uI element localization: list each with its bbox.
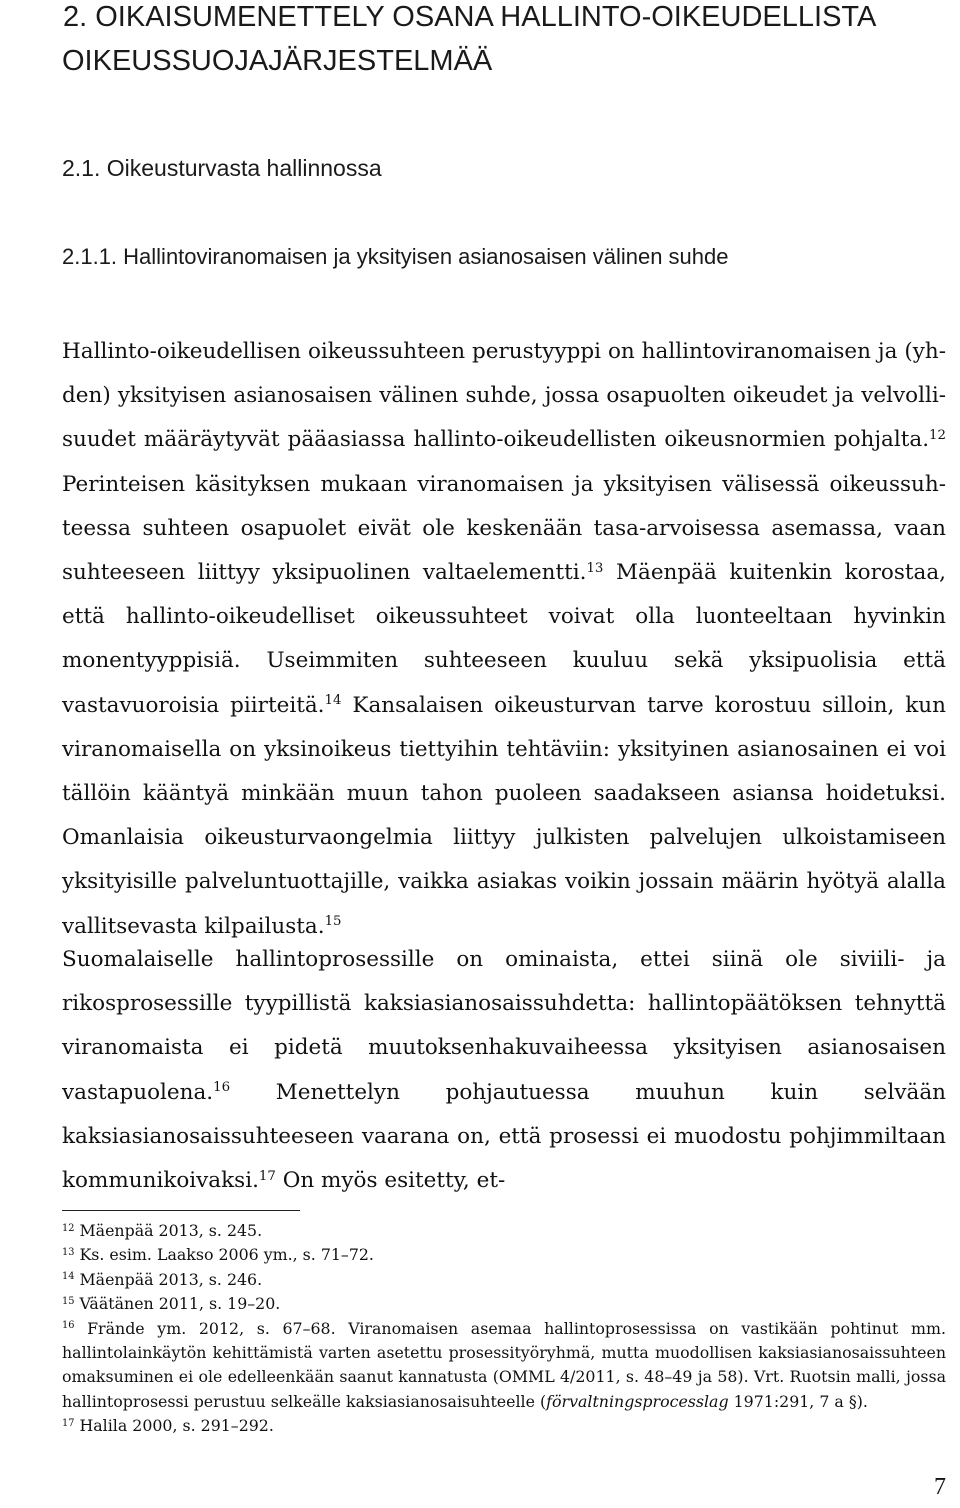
- footnote-item: [62, 1243, 946, 1267]
- footnote-ref[interactable]: 17: [258, 1168, 276, 1184]
- body-paragraph-1: [62, 330, 946, 949]
- footnote-item: [62, 1414, 946, 1438]
- footnote-italic-title: förvaltningsprocesslag: [546, 1391, 729, 1411]
- paragraph-text: Suomalaiselle hallintoprosessille on ominaista, ettei siinä ole siviili- ja rikosprosessille tyypillistä kaksiasianosaissuhdetta: hallintopäätöksen tehnyttä viranomaista ei pidetä muutoksenhakuvaiheessa yksityisen asianosaisen vastapuolena.: [62, 947, 946, 1105]
- footnote-text: Väätänen 2011, s. 19–20.: [74, 1294, 281, 1314]
- footnote-text: Mäenpää 2013, s. 246.: [74, 1269, 263, 1289]
- footnote-text: Ks. esim. Laakso 2006 ym., s. 71–72.: [74, 1245, 374, 1265]
- footnote-text: Halila 2000, s. 291–292.: [74, 1416, 274, 1436]
- footnote-ref[interactable]: 14: [324, 693, 342, 709]
- paragraph-text: On myös esitetty, et-: [275, 1168, 506, 1194]
- footnote-item: [62, 1219, 946, 1243]
- footnote-text: Frände ym. 2012, s. 67–68. Viranomaisen asemaa hallintoprosessissa on vastikään pohtinut mm. hallintolainkäytön kehittämistä varten asetettu prosessityöryhmä, mutta muodollisen kaksiasianosaissuhteen omaksuminen ei ole edelleenkään saanut kannatusta (OMML 4/2011, s. 48–49 ja 58). Vrt. Ruotsin malli, jossa hallintoprosessi perustuu selkeälle kaksiasianosaisuhteelle (: [62, 1318, 946, 1411]
- chapter-heading-line-2: OIKEUSSUOJAJÄRJESTELMÄÄ: [62, 45, 493, 77]
- footnote-text: 1971:291, 7 a §).: [728, 1391, 868, 1411]
- footnote-ref[interactable]: 15: [324, 914, 342, 930]
- footnote-ref[interactable]: 16: [213, 1080, 231, 1096]
- chapter-heading-line-1: 2. OIKAISUMENETTELY OSANA HALLINTO-OIKEUDELLISTA: [63, 1, 877, 33]
- footnote-number: 13: [62, 1247, 75, 1259]
- footnote-list: [62, 1219, 946, 1439]
- subsection-heading: 2.1.1. Hallintoviranomaisen ja yksityisen asianosaisen välinen suhde: [62, 244, 729, 269]
- footnote-ref[interactable]: 12: [929, 428, 946, 444]
- paragraph-text: Mäenpää kuitenkin korostaa, että hallinto-oikeudelliset oikeussuhteet voivat olla luonteeltaan hyvinkin monentyyppisiä. Useimmiten suhteeseen kuuluu sekä yksipuolisia että vastavuoroisia piirteitä.: [62, 560, 946, 718]
- footnote-ref[interactable]: 13: [586, 560, 604, 576]
- paragraph-text: Menettelyn pohjautuessa muuhun kuin selvään kaksiasianosaissuhteeseen vaarana on, että prosessi ei muodostu pohjimmiltaan kommunikoivaksi.: [62, 1079, 946, 1194]
- paragraph-text: Perinteisen käsityksen mukaan viranomaisen ja yksityisen välisessä oikeussuhteessa suhteen osapuolet eivät ole keskenään tasa-arvoisessa asemassa, vaan suhteeseen liittyy yksipuolinen valtaelementti.: [62, 471, 946, 586]
- footnote-separator: [62, 1210, 300, 1211]
- footnote-text: Mäenpää 2013, s. 245.: [74, 1221, 263, 1240]
- footnote-item: [62, 1317, 946, 1415]
- footnote-number: 14: [62, 1271, 75, 1283]
- footnote-number: 17: [62, 1417, 75, 1429]
- footnote-number: 15: [62, 1295, 75, 1307]
- paragraph-text: Kansalaisen oikeusturvan tarve korostuu silloin, kun viranomaisella on yksinoikeus tiettyihin tehtäviin: yksityinen asianosainen ei voi tällöin kääntyä minkään muun tahon puoleen saadakseen asiansa hoidetuksi. Omanlaisia oikeusturvaongelmia liittyy julkisten palvelujen ulkoistamiseen yksityisille palveluntuottajille, vaikka asiakas voikin jossain määrin hyötyä alalla vallitsevasta kilpailusta.: [62, 692, 946, 939]
- section-heading: 2.1. Oikeusturvasta hallinnossa: [62, 155, 382, 181]
- page-number: 7: [934, 1474, 946, 1500]
- footnote-item: [62, 1292, 946, 1316]
- body-paragraph-2: [62, 938, 946, 1203]
- footnote-number: 16: [62, 1320, 75, 1332]
- footnote-number: 12: [62, 1222, 75, 1234]
- paragraph-text: Hallinto-oikeudellisen oikeussuhteen perustyyppi on hallintoviranomaisen ja (yhden) yksityisen asianosaisen välinen suhde, jossa osapuolten oikeudet ja velvollisuudet määräytyvät pääasiassa hallinto-oikeudellisten oikeusnormien pohjalta.: [62, 339, 946, 453]
- footnote-item: [62, 1268, 946, 1292]
